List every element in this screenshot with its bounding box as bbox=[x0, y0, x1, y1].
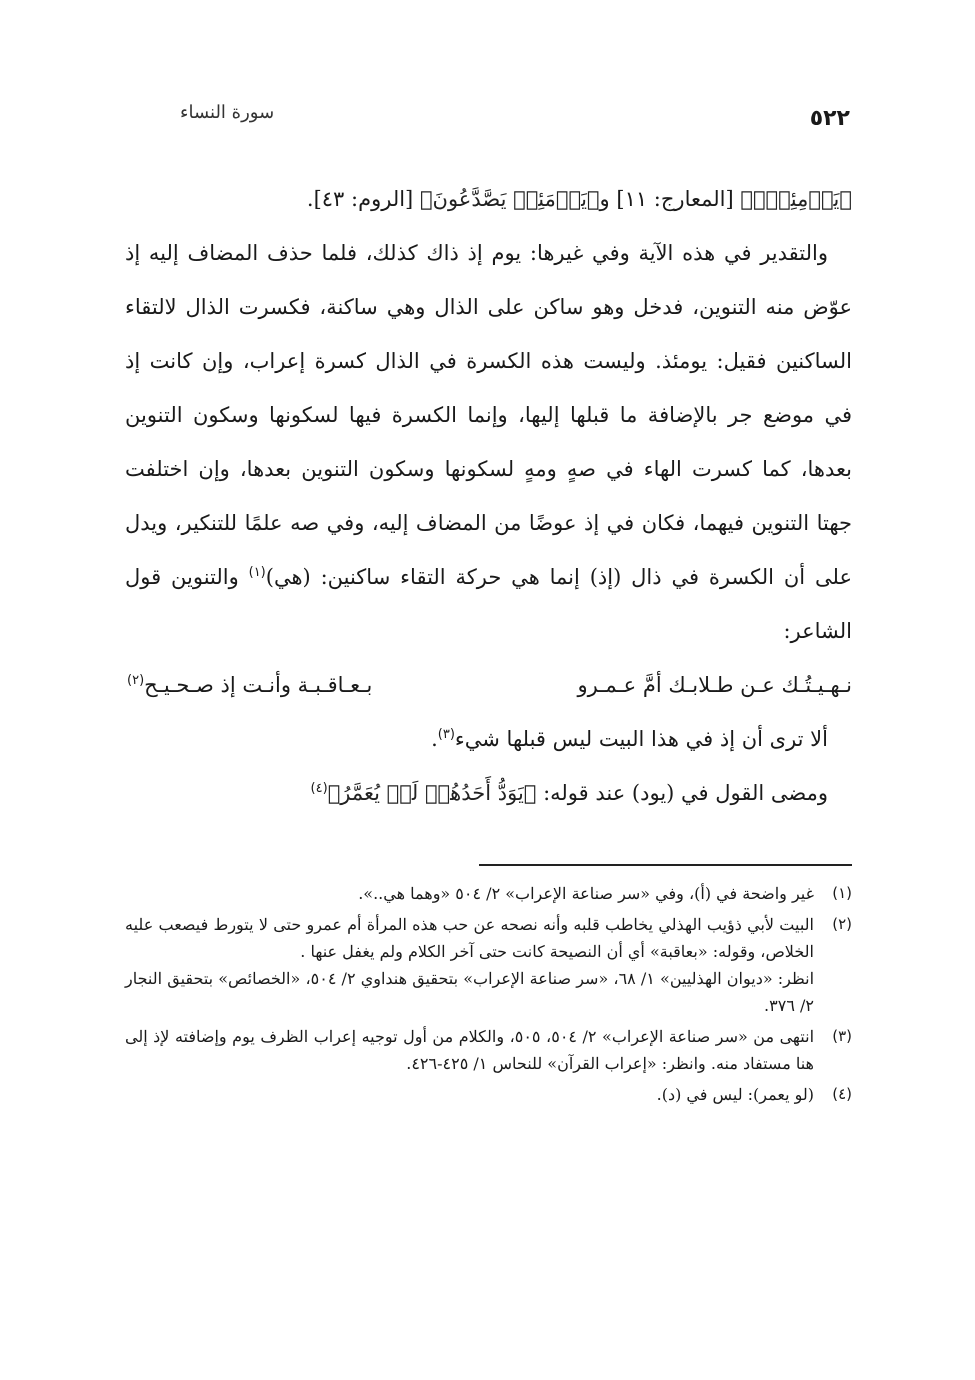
paragraph-text: ألا ترى أن إذ في هذا البيت ليس قبلها شيء bbox=[454, 727, 828, 751]
footnotes-section bbox=[125, 880, 852, 1112]
verse-second-hemistich bbox=[127, 658, 372, 712]
paragraph-text: ومضى القول في (يود) عند قوله: bbox=[536, 781, 828, 805]
paragraph-text-end: والتنوين قول الشاعر: bbox=[125, 565, 852, 643]
quran-quote: ﴿يَوۡمَئِذٖ يَصَّدَّعُونَ﴾ bbox=[419, 187, 600, 211]
footnote-2 bbox=[125, 911, 852, 1019]
quran-quote: ﴿يَوۡمِئِذٍۭ﴾ bbox=[740, 187, 852, 211]
footnote-1 bbox=[125, 880, 852, 907]
footnote-number: (٢) bbox=[832, 915, 852, 933]
paragraph-period: . bbox=[431, 727, 438, 751]
footnote-ref-3[interactable]: (٣) bbox=[437, 727, 455, 742]
footnote-text: (لو يعمر): ليس في (د). bbox=[656, 1085, 814, 1104]
quran-quote: ﴿يَوَدُّ أَحَدُهُمۡ لَوۡ يُعَمَّرُ﴾ bbox=[327, 781, 537, 805]
footnote-ref-2[interactable]: (٢) bbox=[127, 673, 145, 688]
surah-name: سورة النساء bbox=[180, 102, 275, 123]
paragraph-grammar-explanation bbox=[125, 226, 852, 658]
footnote-ref-4[interactable]: (٤) bbox=[310, 781, 328, 796]
footnote-body bbox=[125, 880, 814, 907]
footnote-text: البيت لأبي ذؤيب الهذلي يخاطب قلبه وأنه نصحه عن حب هذه المرأة أم عمرو حتى لا يتورط فيصعب عليه الخلاص، وقوله: «بعاقبة» أي أن النصيحة كانت حتى آخر الكلام ولم يغفل عنها . bbox=[125, 915, 814, 961]
footnote-text: انظر: «ديوان الهذليين» ١/ ٦٨، «سر صناعة الإعراب» بتحقيق هنداوي ٢/ ٥٠٤، «الخصائص» بتحقيق النجار ٢/ ٣٧٦. bbox=[125, 969, 815, 1015]
footnote-body bbox=[125, 911, 814, 1019]
footnote-divider bbox=[479, 864, 852, 866]
footnote-body bbox=[125, 1081, 814, 1108]
page-number: ٥٢٢ bbox=[809, 106, 850, 131]
verse-second-hemistich-text: بـعـاقـبـة وأنـت إذ صـحـيـح bbox=[144, 673, 373, 697]
footnote-text: غير واضحة في (أ)، وفي «سر صناعة الإعراب» ٢/ ٥٠٤ «وهما هي..». bbox=[358, 884, 814, 903]
footnote-4 bbox=[125, 1081, 852, 1108]
main-text bbox=[125, 172, 852, 820]
paragraph-verse-comment bbox=[125, 712, 852, 766]
paragraph-text: والتقدير في هذه الآية وفي غيرها: يوم إذ ذاك كذلك، فلما حذف المضاف إليه إذ عوّض منه التنوين، فدخل وهو ساكن على الذال وهي ساكنة، فكسرت الذال لالتقاء الساكنين فقيل: يومئذ. وليست هذه الكسرة في الذال كسرة إعراب، وإن كانت إذ في موضع جر بالإضافة ما قبلها إليها، وإنما الكسرة فيها لسكونها وسكون التنوين بعدها، كما كسرت الهاء في صهٍ ومهٍ لسكونها وسكون التنوين بعدها، وإن اختلفت جهتا التنوين فيهما، فكان في إذ عوضًا من المضاف إليه، وفي صه علمًا للتنكير، ويدل على أن الكسرة في ذال (إذ) إنما هي حركة التقاء ساكنين: (هي) bbox=[125, 241, 852, 589]
footnote-3 bbox=[125, 1023, 852, 1077]
footnote-text: انتهى من «سر صناعة الإعراب» ٢/ ٥٠٤، ٥٠٥، والكلام من أول توجيه إعراب الظرف يوم وإضافته لإذ إلى هنا مستفاد منه. وانظر: «إعراب القرآن» للنحاس ١/ ٤٢٥-٤٢٦. bbox=[125, 1027, 815, 1073]
footnote-body bbox=[125, 1023, 814, 1077]
footnote-number: (١) bbox=[832, 884, 852, 902]
paragraph-quran-refs bbox=[125, 172, 852, 226]
citation: [الروم: ٤٣]. bbox=[306, 187, 420, 211]
paragraph-cross-reference bbox=[125, 766, 852, 820]
citation: [المعارج: ١١] و bbox=[599, 187, 741, 211]
running-header bbox=[125, 98, 850, 138]
footnote-number: (٤) bbox=[832, 1085, 852, 1103]
footnote-ref-1[interactable]: (١) bbox=[248, 565, 266, 580]
verse-first-hemistich: نـهـيـتُـك عـن طـلابـك أمَّ عـمـرو bbox=[577, 673, 852, 697]
footnote-number: (٣) bbox=[832, 1027, 852, 1045]
poetry-verse bbox=[125, 658, 852, 712]
